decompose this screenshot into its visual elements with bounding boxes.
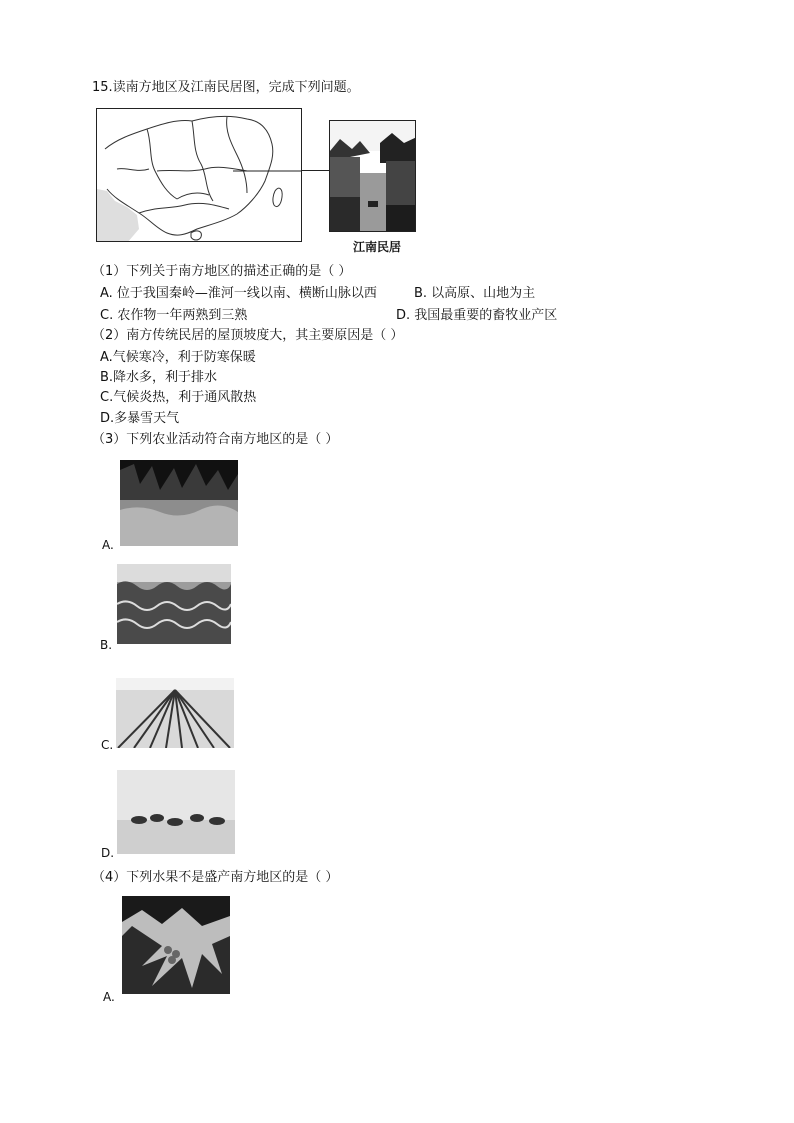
q3-option-c-label: C. (101, 738, 114, 752)
q1-stem: （1）下列关于南方地区的描述正确的是（ ） (92, 264, 352, 279)
q3-photo-c (116, 678, 234, 748)
q3-stem: （3）下列农业活动符合南方地区的是（ ） (92, 432, 339, 447)
q4-stem: （4）下列水果不是盛产南方地区的是（ ） (92, 870, 339, 885)
q2-option-b: B.降水多，利于排水 (100, 370, 218, 385)
q1-option-d: D. 我国最重要的畜牧业产区 (396, 308, 558, 323)
q2-option-a: A.气候寒冷，利于防寒保暖 (100, 350, 256, 365)
jiangnan-house-photo (329, 120, 416, 232)
q3-photo-a (120, 460, 238, 546)
q3-photo-d (117, 770, 235, 854)
pointer-line (301, 170, 329, 171)
q3-photo-b (117, 564, 231, 644)
south-china-map (96, 108, 302, 242)
q1-option-b: B. 以高原、山地为主 (414, 286, 536, 301)
q4-option-a-label: A. (103, 990, 115, 1004)
q2-stem: （2）南方传统民居的屋顶坡度大，其主要原因是（ ） (92, 328, 404, 343)
photo-caption: 江南民居 (353, 240, 402, 254)
q3-option-b-label: B. (100, 638, 113, 652)
q1-option-a: A. 位于我国秦岭—淮河一线以南、横断山脉以西 (100, 286, 377, 301)
question-title: 15.读南方地区及江南民居图，完成下列问题。 (92, 80, 360, 95)
q3-option-a-label: A. (102, 538, 114, 552)
q2-option-d: D.多暴雪天气 (100, 411, 180, 426)
q4-photo-a (122, 896, 230, 994)
q2-option-c: C.气候炎热，利于通风散热 (100, 390, 257, 405)
map-outline-icon (97, 109, 302, 242)
q3-option-d-label: D. (101, 846, 115, 860)
q1-option-c: C. 农作物一年两熟到三熟 (100, 308, 248, 323)
